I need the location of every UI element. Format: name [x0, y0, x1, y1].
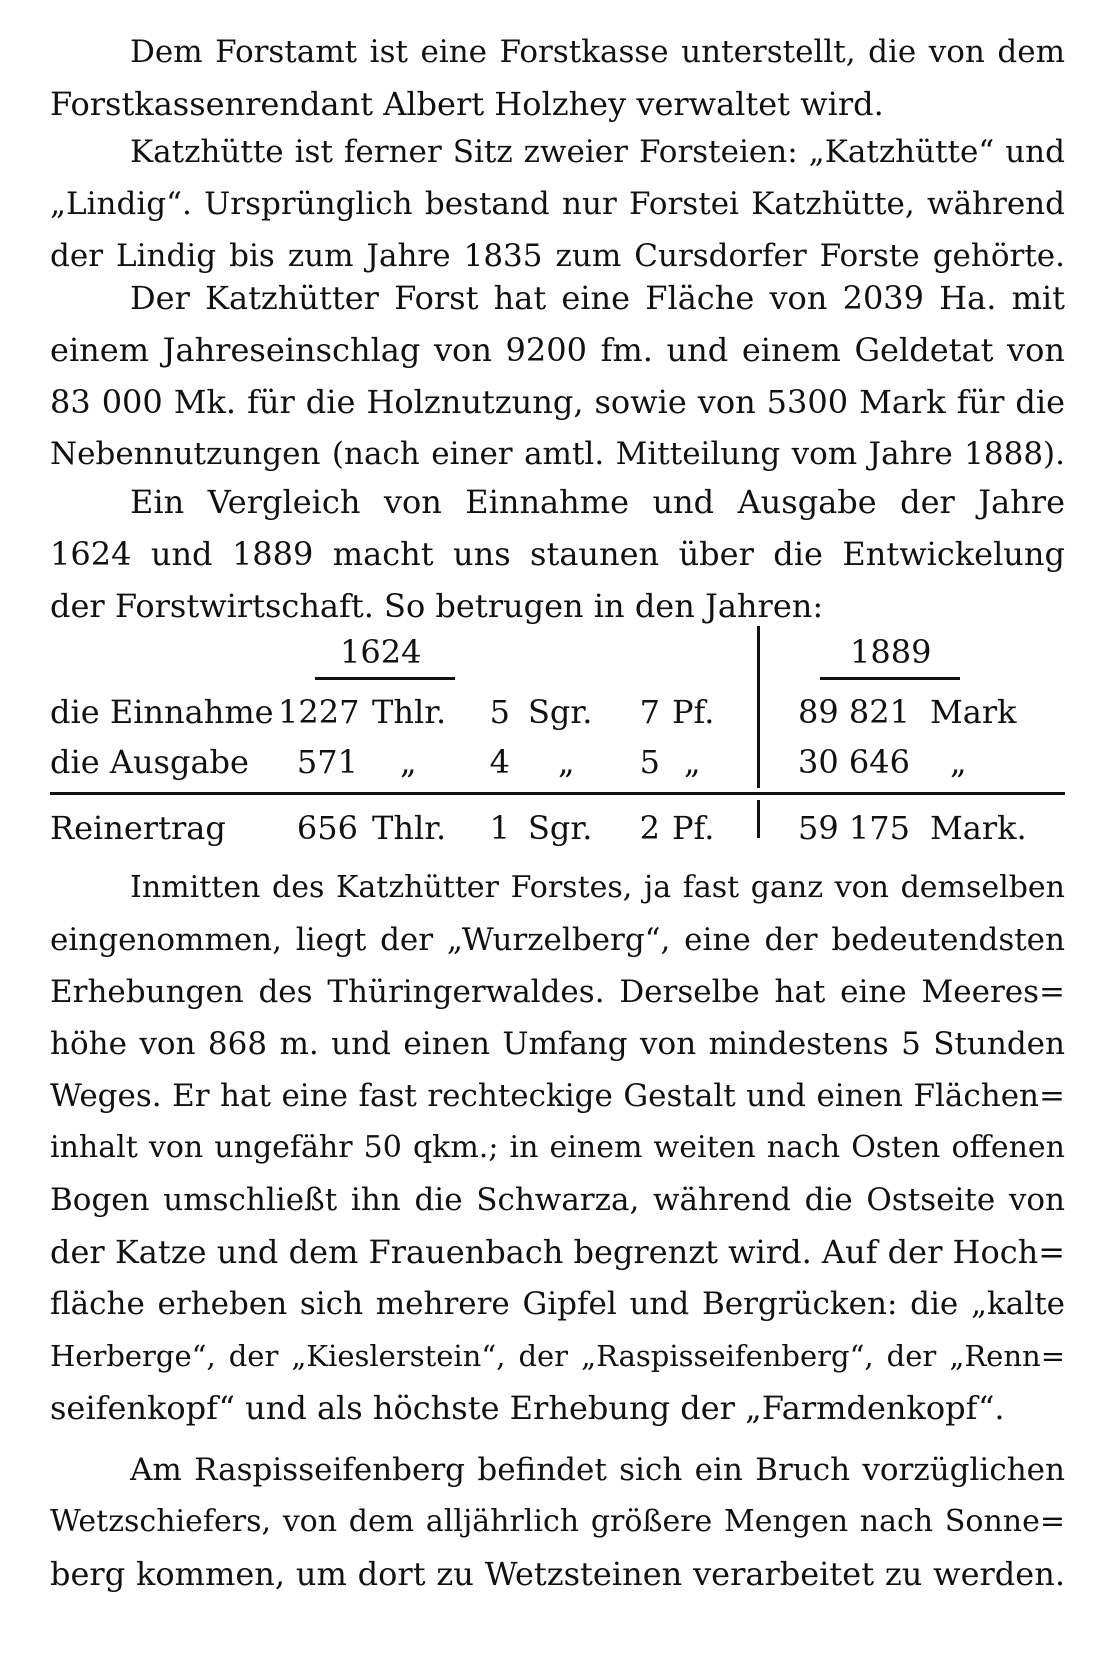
- row-label: die Ausgabe: [50, 743, 249, 781]
- pf-value: 5: [639, 743, 660, 781]
- text-line: 83 000 Mk. für die Holznutzung, sowie von 5300 Mark für die: [50, 383, 1065, 421]
- mark-unit: „: [950, 743, 967, 781]
- text-line: 1624 und 1889 macht uns staunen über die Entwickelung: [50, 535, 1065, 573]
- paragraph-vergleich: [50, 476, 1065, 632]
- row-label: die Einnahme: [50, 693, 274, 731]
- sgr-value: 5: [489, 693, 510, 731]
- thlr-unit: Thlr.: [372, 693, 447, 731]
- sgr-unit: Sgr.: [528, 809, 593, 847]
- comparison-table: [50, 632, 1065, 862]
- table-header-1889: 1889: [850, 633, 932, 671]
- mark-value: 59 175: [798, 809, 910, 847]
- text-line: Katzhütte ist ferner Sitz zweier Forsteien: „Katzhütte“ und: [130, 134, 1065, 170]
- pf-unit: Pf.: [672, 693, 715, 731]
- thlr-unit: Thlr.: [372, 809, 447, 847]
- text-line: berg kommen, um dort zu Wetzsteinen verarbeitet zu werden.: [50, 1555, 1065, 1593]
- column-divider: [757, 800, 760, 838]
- text-line: eingenommen, liegt der „Wurzelberg“, eine der bedeutendsten: [50, 922, 1065, 958]
- text-line: der Lindig bis zum Jahre 1835 zum Cursdorfer Forste gehörte.: [50, 238, 1065, 274]
- paragraph-forstkasse: [50, 26, 1065, 130]
- thlr-value: 656: [296, 809, 358, 847]
- text-line: Nebennutzungen (nach einer amtl. Mitteilung vom Jahre 1888).: [50, 436, 1065, 472]
- mark-value: 89 821: [798, 693, 910, 731]
- sgr-value: 1: [489, 809, 510, 847]
- column-divider: [757, 626, 760, 788]
- total-label: Reinertrag: [50, 809, 226, 847]
- text-line: Ein Vergleich von Einnahme und Ausgabe der Jahre: [130, 483, 1065, 521]
- text-line: Erhebungen des Thüringerwaldes. Derselbe hat eine Meeres=: [50, 974, 1065, 1010]
- mark-unit: Mark.: [930, 809, 1027, 847]
- header-underline: [315, 677, 455, 680]
- sgr-value: 4: [489, 743, 510, 781]
- pf-value: 2: [639, 809, 660, 847]
- thlr-unit: „: [400, 743, 417, 781]
- text-line: Weges. Er hat eine fast rechteckige Gestalt und einen Flächen=: [50, 1078, 1065, 1114]
- text-line: seifenkopf“ und als höchste Erhebung der „Farmdenkopf“.: [50, 1389, 1005, 1427]
- paragraph-forst-flaeche: [50, 272, 1065, 480]
- thlr-value: 571: [296, 743, 358, 781]
- paragraph-wurzelberg: [50, 862, 1065, 1434]
- text-line: Dem Forstamt ist eine Forstkasse unterstellt, die von dem: [130, 34, 1065, 70]
- thlr-value: 1227: [278, 693, 360, 731]
- text-line: der Forstwirtschaft. So betrugen in den Jahren:: [50, 587, 824, 625]
- table-header-1624: 1624: [340, 633, 422, 671]
- mark-unit: Mark: [930, 693, 1017, 731]
- text-line: höhe von 868 m. und einen Umfang von mindestens 5 Stunden: [50, 1026, 1065, 1062]
- text-line: fläche erheben sich mehrere Gipfel und Bergrücken: die „kalte: [50, 1286, 1065, 1322]
- pf-unit: „: [684, 743, 701, 781]
- pf-value: 7: [639, 693, 660, 731]
- mark-value: 30 646: [798, 743, 910, 781]
- text-line: Inmitten des Katzhütter Forstes, ja fast ganz von demselben: [130, 870, 1065, 905]
- text-line: einem Jahreseinschlag von 9200 fm. und einem Geldetat von: [50, 331, 1065, 369]
- paragraph-wetzschiefer: [50, 1444, 1065, 1600]
- text-line: Am Raspisseifenberg befindet sich ein Bruch vorzüglichen: [130, 1452, 1065, 1488]
- sgr-unit: „: [558, 743, 575, 781]
- sum-rule: [50, 792, 1065, 795]
- text-line: inhalt von ungefähr 50 qkm.; in einem weiten nach Osten offenen: [50, 1130, 1065, 1165]
- text-line: Bogen umschließt ihn die Schwarza, während die Ostseite von: [50, 1182, 1065, 1218]
- text-line: Wetzschiefers, von dem alljährlich größere Mengen nach Sonne=: [50, 1504, 1065, 1539]
- text-line: „Lindig“. Ursprünglich bestand nur Forstei Katzhütte, während: [50, 186, 1065, 222]
- pf-unit: Pf.: [672, 809, 715, 847]
- header-underline: [820, 677, 960, 680]
- sgr-unit: Sgr.: [528, 693, 593, 731]
- text-line: der Katze und dem Frauenbach begrenzt wird. Auf der Hoch=: [50, 1233, 1066, 1271]
- paragraph-forsteien: [50, 126, 1065, 282]
- text-line: Forstkassenrendant Albert Holzhey verwaltet wird.: [50, 85, 884, 123]
- text-line: Der Katzhütter Forst hat eine Fläche von 2039 Ha. mit: [130, 279, 1065, 317]
- text-line: Herberge“, der „Kieslerstein“, der „Raspisseifenberg“, der „Renn=: [50, 1339, 1065, 1373]
